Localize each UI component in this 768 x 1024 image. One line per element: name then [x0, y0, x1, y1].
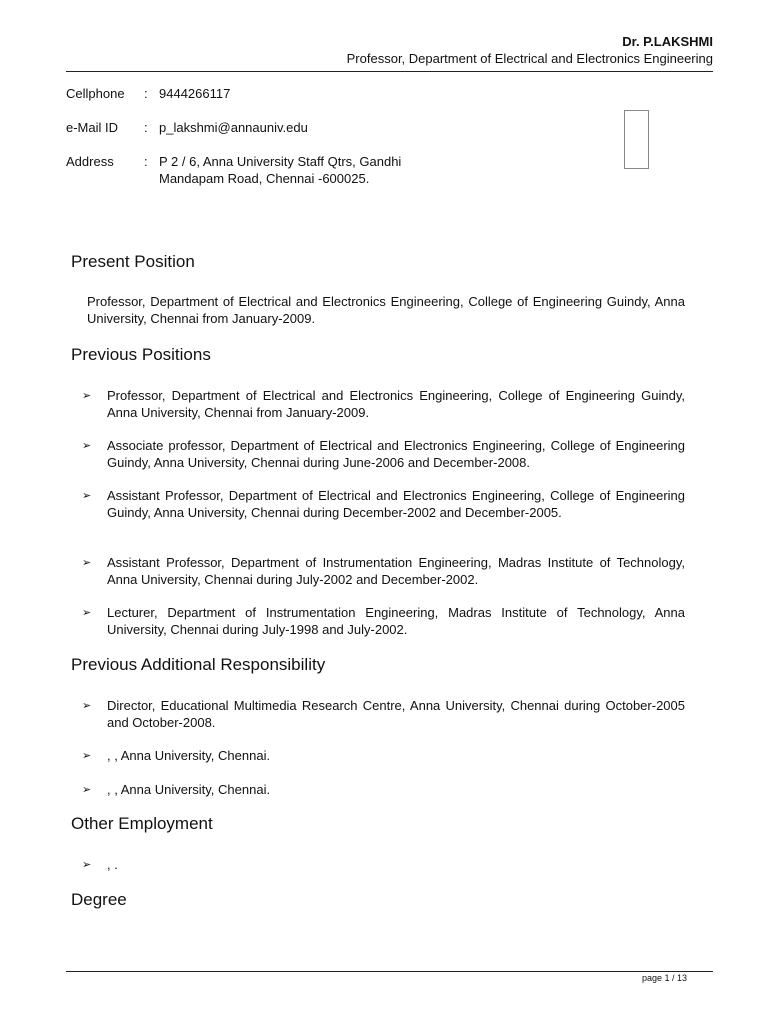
- bullet-arrow-icon: ➢: [82, 750, 92, 762]
- email-value: p_lakshmi@annauniv.edu: [159, 120, 308, 135]
- bullet-arrow-icon: ➢: [82, 784, 92, 796]
- section-title-previous-positions: Previous Positions: [71, 345, 211, 364]
- page-number: page 1 / 13: [641, 973, 687, 983]
- responsibility-text: Director, Educational Multimedia Research Centre, Anna University, Chennai during October-2005 and October-2008.: [107, 698, 685, 730]
- responsibility-text: , , Anna University, Chennai.: [107, 748, 271, 763]
- header-divider: [66, 71, 713, 72]
- bullet-arrow-icon: ➢: [82, 557, 92, 569]
- contact-label: e-Mail ID: [66, 120, 119, 135]
- address-line-1: P 2 / 6, Anna University Staff Qtrs, Gandhi: [159, 154, 402, 169]
- list-item: [82, 747, 685, 765]
- list-item: [82, 554, 685, 588]
- bullet-arrow-icon: ➢: [82, 859, 92, 871]
- list-item: [82, 781, 685, 799]
- position-text: Lecturer, Department of Instrumentation Engineering, Madras Institute of Technology, Anna University, Chennai during July-1998 and July-2002.: [107, 605, 685, 637]
- contact-address: [66, 153, 459, 187]
- section-title-present-position: Present Position: [71, 252, 195, 271]
- responsibility-text: , , Anna University, Chennai.: [107, 782, 271, 797]
- position-text: Assistant Professor, Department of Electrical and Electronics Engineering, College of Engineering Guindy, Anna University, Chennai during December-2002 and December-2005.: [107, 488, 685, 520]
- position-text: Professor, Department of Electrical and Electronics Engineering, College of Engineering Guindy, Anna University, Chennai from January-2009.: [107, 388, 685, 420]
- address-line-2: Mandapam Road, Chennai -600025.: [159, 171, 370, 186]
- list-item: [82, 697, 685, 731]
- list-item: [82, 487, 685, 521]
- present-position-text: Professor, Department of Electrical and Electronics Engineering, College of Engineering Guindy, Anna University, Chennai from January-2009.: [87, 294, 685, 326]
- bullet-arrow-icon: ➢: [82, 490, 92, 502]
- contact-colon: :: [144, 154, 148, 169]
- bullet-arrow-icon: ➢: [82, 700, 92, 712]
- position-text: Associate professor, Department of Electrical and Electronics Engineering, College of Engineering Guindy, Anna University, Chennai during June-2006 and December-2008.: [107, 438, 685, 470]
- contact-label: Address: [66, 154, 114, 169]
- contact-block: [66, 85, 459, 204]
- contact-email: [66, 119, 459, 136]
- list-item: [82, 437, 685, 471]
- bullet-arrow-icon: ➢: [82, 440, 92, 452]
- contact-cellphone: [66, 85, 459, 102]
- list-item: [82, 604, 685, 638]
- bullet-arrow-icon: ➢: [82, 607, 92, 619]
- cellphone-value: 9444266117: [159, 86, 231, 101]
- footer-divider: [66, 971, 713, 972]
- person-title: Professor, Department of Electrical and Electronics Engineering: [346, 51, 713, 66]
- person-name: Dr. P.LAKSHMI: [622, 34, 713, 49]
- section-title-degree: Degree: [71, 890, 127, 909]
- employment-text: , .: [107, 857, 118, 872]
- contact-label: Cellphone: [66, 86, 125, 101]
- section-title-other-employment: Other Employment: [71, 814, 213, 833]
- contact-colon: :: [144, 120, 148, 135]
- position-text: Assistant Professor, Department of Instrumentation Engineering, Madras Institute of Technology, Anna University, Chennai during July-2002 and December-2002.: [107, 555, 685, 587]
- bullet-arrow-icon: ➢: [82, 390, 92, 402]
- contact-colon: :: [144, 86, 148, 101]
- document-header: [66, 33, 713, 67]
- list-item: [82, 856, 685, 874]
- address-value: [159, 153, 459, 187]
- list-item: [82, 387, 685, 421]
- photo-placeholder: [624, 110, 649, 169]
- section-title-additional-responsibility: Previous Additional Responsibility: [71, 655, 326, 674]
